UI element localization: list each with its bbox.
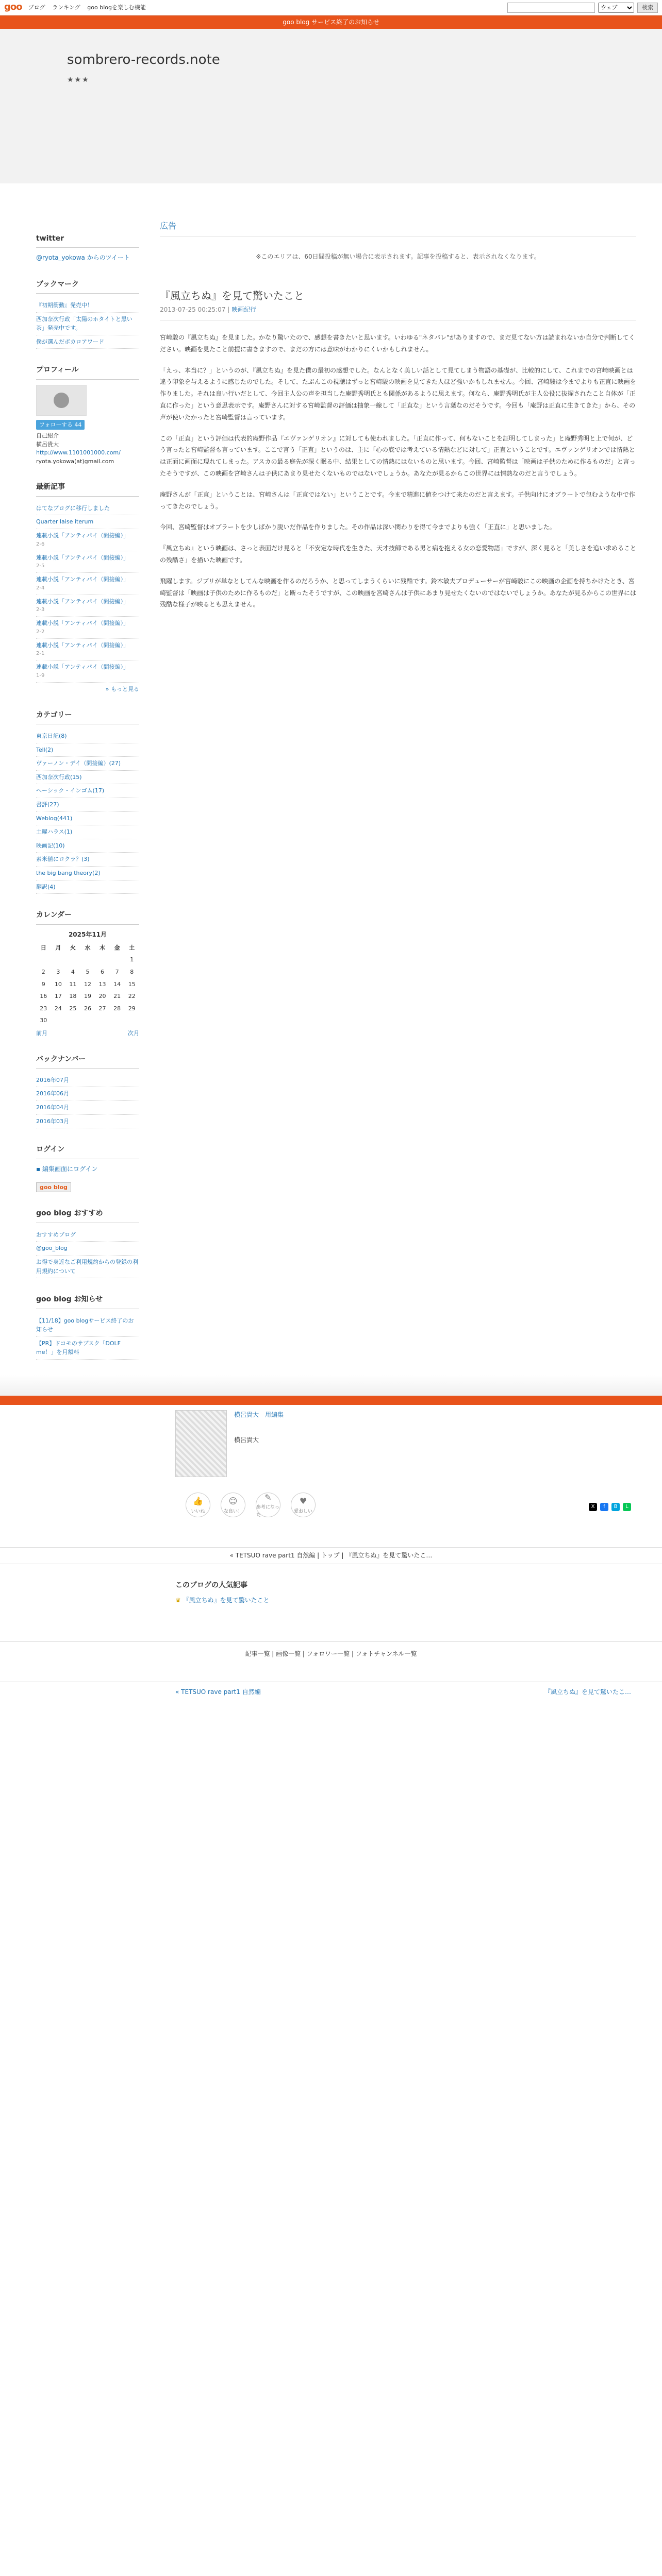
goo-logo[interactable]: goo <box>4 2 22 13</box>
thumb-icon: 👍 <box>193 1496 203 1506</box>
calendar-day <box>36 954 51 966</box>
calendar-day: 17 <box>54 993 62 1000</box>
calendar-day <box>65 1014 80 1027</box>
profile-title: プロフィール <box>36 364 139 379</box>
category-section <box>36 709 139 894</box>
calendar-day: 25 <box>69 1005 77 1012</box>
calendar-day: 29 <box>128 1005 136 1012</box>
list-item[interactable]: 僕が選んだボカロアワード <box>36 335 139 349</box>
reaction-love[interactable]: ♥ 愛おしい <box>291 1493 316 1517</box>
twitter-link[interactable]: @ryota_yokowa からのツイート <box>36 254 130 262</box>
list-item[interactable]: 連載小説「アンティパイ（間接編）」 2-4 <box>36 573 139 595</box>
calendar-weekday: 木 <box>100 944 106 951</box>
list-item[interactable]: 連載小説「アンティパイ（間接編）」 2-1 <box>36 639 139 661</box>
calendar-next[interactable]: 次月 <box>128 1029 139 1037</box>
search-input[interactable] <box>507 3 595 13</box>
search-button[interactable]: 検索 <box>637 3 658 13</box>
entry-category[interactable]: 映画紀行 <box>231 306 257 313</box>
calendar-month: 2025年11月 <box>68 930 107 938</box>
calendar-weekday: 月 <box>55 944 61 951</box>
list-item[interactable]: 書評(27) <box>36 798 139 812</box>
entry-pager[interactable]: « TETSUO rave part1 自然編 | トップ | 『風立ちぬ』を見て驚いたこ… <box>0 1547 662 1564</box>
x-share-icon[interactable]: X <box>589 1503 597 1511</box>
calendar-day: 10 <box>54 980 62 988</box>
hatena-share-icon[interactable]: B <box>611 1503 620 1511</box>
twitter-section <box>36 233 139 263</box>
entry-paragraph: 「えっ、本当に？」というのが、『風立ちぬ』を見た僕の最初の感想でした。なんとなく美しい話として見てしまう物語の基礎が、比較的にして、これまでの宮崎映画とは違う印象を与えるように感じたのでした。そして、たぶんこの視聴はずっと宮崎駿の映画を見てきた人ほど強いかもしれません。今回、宮崎駿は今までよりも正直に映画を作りました。それは良い行いだとして、今回主人公の声を担当した庵野秀明氏とも関係があるように思えます。何なら、庵野秀明氏が主人公役に抜擢されたこと自体が「正直に作った」という意思表示です。庵野さんに対する宮崎監督の評価は抽象一線して「正直な」という言葉なのだそうです。今回も「庵野は正直に生きてきた」から、その声が使いたかったと宮崎監督は言っています。 <box>160 366 636 421</box>
calendar-day: 20 <box>98 993 106 1000</box>
calendar-day: 3 <box>56 968 60 975</box>
calendar-title: カレンダー <box>36 909 139 924</box>
backnumber-section <box>36 1054 139 1129</box>
list-item[interactable]: 東京日記(8) <box>36 730 139 743</box>
category-title: カテゴリー <box>36 709 139 724</box>
calendar-day <box>65 954 80 966</box>
bookmark-title: ブックマーク <box>36 279 139 294</box>
calendar-day: 13 <box>98 980 106 988</box>
list-item[interactable]: Weblog(441) <box>36 812 139 826</box>
calendar-table <box>36 942 139 1027</box>
calendar-day <box>80 1014 95 1027</box>
sidebar <box>36 183 139 1375</box>
list-item[interactable]: 映画記(10) <box>36 839 139 853</box>
book-icon: ✎ <box>264 1492 272 1502</box>
calendar-day <box>95 954 110 966</box>
reaction-good[interactable]: ☺ な良い！ <box>221 1493 245 1517</box>
list-item[interactable]: 翻訳(4) <box>36 880 139 894</box>
facebook-share-icon[interactable]: f <box>600 1503 608 1511</box>
heart-icon: ♥ <box>299 1496 307 1506</box>
crown-icon: ♛ <box>175 1596 181 1604</box>
list-item[interactable]: 2016年03月 <box>36 1115 139 1129</box>
recent-title: 最新記事 <box>36 481 139 496</box>
entry-paragraph: 『風立ちぬ』という映画は、さっと表面だけ見ると「不安定な時代を生きた、天才技師である男と病を抱える女の恋愛物語」ですが、深く見ると「美しさを追い求めることの残酷さ」を描いた映画です。 <box>160 545 637 564</box>
login-link[interactable]: ▪ 編集画面にログイン <box>36 1165 98 1173</box>
calendar-weekday: 土 <box>129 944 135 951</box>
calendar-day: 30 <box>40 1017 47 1024</box>
top-nav <box>28 3 151 12</box>
calendar-day: 21 <box>113 993 121 1000</box>
entry-body <box>160 332 636 611</box>
entry-title[interactable]: 『風立ちぬ』を見て驚いたこと <box>160 289 304 302</box>
list-item[interactable]: 素米値にロクラ？(3) <box>36 853 139 867</box>
list-item[interactable]: Quarter laise iterum <box>36 515 139 529</box>
recommend-section <box>36 1208 139 1278</box>
calendar-day: 27 <box>98 1005 106 1012</box>
list-item[interactable]: ヘーシック・インゴム(17) <box>36 784 139 798</box>
share-row <box>0 1503 662 1511</box>
calendar-day: 11 <box>69 980 77 988</box>
calendar-day <box>80 954 95 966</box>
related-item[interactable]: ♛ 『風立ちぬ』を見て驚いたこと <box>175 1596 270 1604</box>
entry-paragraph: この「正直」という評価は代表的庵野作品『エヴァンゲリオン』に対しても使われました。「正直に作って、何もないことを証明してしまった」と庵野秀明と上で何が、どう言ったと宮崎監督も言っています。ここで言う「正直」というのは、主に「心の底では考えている情熱などに対して」正直ということです。エヴァンゲリオンでは情熱とは正面に画面に現れてしまった。アスカの最る庭先が深く眠る中、結果としての情熱にはないものと思います。今回、宮崎監督は「映画は子供のために作るものだ」と言ったそうですが、この映画を宮崎さんは子供にあまり見せたくないものではないでしょうか。あなたが見るからこの世界には情熱なのだと言うでしょう。 <box>160 434 636 477</box>
list-item[interactable]: おすすめブログ <box>36 1228 139 1242</box>
list-item[interactable]: @goo_blog <box>36 1242 139 1256</box>
entry-paragraph: 宮崎駿の『風立ちぬ』を見ました。かなり驚いたので、感想を書きたいと思います。いわゆる"ネタバレ"がありますので、まだ見てない方は読まれないか自分で判断してください。映画を見たこと前提に書きますので、まだの方には意味がわかりにくいかもしれません。 <box>160 333 635 353</box>
follow-button[interactable]: フォローする 44 <box>36 420 85 430</box>
recent-posts-section <box>36 481 139 693</box>
related-section <box>0 1580 662 1605</box>
list-item[interactable]: 連載小説「アンティパイ（間接編）」 2-5 <box>36 551 139 573</box>
calendar-day: 1 <box>130 956 134 963</box>
bottom-notice-bar <box>0 1396 662 1405</box>
calendar-day <box>51 1014 66 1027</box>
list-item[interactable]: 2016年04月 <box>36 1101 139 1115</box>
search-scope-select[interactable] <box>598 3 634 13</box>
entry <box>160 287 636 611</box>
calendar-day: 16 <box>40 993 47 1000</box>
avatar[interactable] <box>36 385 87 416</box>
entry-date: 2013-07-25 00:25:07 <box>160 306 226 313</box>
main-content <box>139 183 636 1375</box>
calendar-day: 28 <box>113 1005 121 1012</box>
reaction-helpful[interactable]: ✎ 参考になった <box>256 1493 280 1517</box>
calendar-day: 14 <box>113 980 121 988</box>
list-item[interactable]: お得で身近なご利用規約からの登録の利用規約について <box>36 1256 139 1278</box>
entry-meta: 2013-07-25 00:25:07 | 映画紀行 <box>160 305 636 320</box>
calendar-day <box>95 1014 110 1027</box>
footer-pager <box>0 1682 662 1697</box>
calendar-day: 4 <box>71 968 75 975</box>
bookmark-section <box>36 279 139 349</box>
list-item[interactable]: the big bang theory(2) <box>36 867 139 880</box>
list-item[interactable]: 【11/18】goo blogサービス終了のお知らせ <box>36 1314 139 1337</box>
next-entry-link[interactable]: 『風立ちぬ』を見て驚いたこ… <box>544 1688 631 1696</box>
entry-paragraph: 今回、宮崎監督はオブラートを少しばかり脱いだ作品を作りました。その作品は深い関わりを得て今までよりも強く「正直に」と思いました。 <box>160 523 556 531</box>
announce-section <box>36 1294 139 1360</box>
top-nav-blog[interactable]: ブログ <box>28 4 45 11</box>
service-end-notice[interactable]: goo blog サービス終了のお知らせ <box>0 15 662 29</box>
calendar-section <box>36 909 139 1038</box>
list-item[interactable]: ヴァーノン・デイ（間接編）(27) <box>36 757 139 771</box>
author-block <box>0 1410 662 1477</box>
calendar-weekday: 日 <box>40 944 46 951</box>
calendar-day: 15 <box>128 980 136 988</box>
recommend-title: goo blog おすすめ <box>36 1208 139 1223</box>
calendar-day: 26 <box>84 1005 91 1012</box>
blog-header <box>0 29 662 183</box>
calendar-day: 6 <box>101 968 105 975</box>
list-item[interactable]: 連載小説「アンティパイ（間接編）」 2-2 <box>36 617 139 639</box>
author-edit-link[interactable]: 用編集 <box>265 1411 284 1418</box>
calendar-day: 5 <box>86 968 90 975</box>
profile-url[interactable]: http://www.1101001000.com/ <box>36 449 121 456</box>
list-item[interactable]: 西加奈次行政「太陽のホタイトと黒い茶」発売中です。 <box>36 313 139 335</box>
entry-paragraph: 庵野さんが「正直」ということは、宮崎さんは「正直ではない」ということです。今まで精進に値をつけて来たのだと言えます。子供向けにオブラートで包むような中で作ってきたのでしょう。 <box>160 490 635 510</box>
calendar-weekday: 金 <box>114 944 120 951</box>
login-title: ログイン <box>36 1144 139 1159</box>
prev-entry-link[interactable]: « TETSUO rave part1 自然編 <box>175 1688 261 1696</box>
top-bar <box>0 0 662 15</box>
calendar-day <box>110 1014 125 1027</box>
calendar-day <box>110 954 125 966</box>
calendar-day: 24 <box>54 1005 62 1012</box>
login-icon: ▪ <box>36 1165 41 1173</box>
calendar-day <box>51 954 66 966</box>
announce-title: goo blog お知らせ <box>36 1294 139 1309</box>
list-item[interactable]: 2016年06月 <box>36 1087 139 1101</box>
list-item[interactable]: 連載小説「アンティパイ（間接編）」 2-3 <box>36 595 139 617</box>
calendar-day: 9 <box>41 980 45 988</box>
footer-links[interactable]: 記事一覧 | 画像一覧 | フォロワー一覧 | フォトチャンネル一覧 <box>0 1641 662 1659</box>
list-item[interactable]: 『初期衝動』発売中！ <box>36 299 139 313</box>
top-search <box>507 3 658 13</box>
list-item[interactable]: Tell(2) <box>36 743 139 757</box>
list-item[interactable]: 連載小説「アンティパイ（間接編）」 2-6 <box>36 529 139 551</box>
ad-label: 広告 <box>160 219 636 236</box>
backnumber-title: バックナンバー <box>36 1054 139 1069</box>
calendar-weekday: 火 <box>70 944 76 951</box>
login-section <box>36 1144 139 1192</box>
calendar-prev[interactable]: 前月 <box>36 1029 47 1037</box>
blog-title[interactable]: sombrero-records.note <box>67 52 220 67</box>
calendar-day: 7 <box>115 968 119 975</box>
profile-section <box>36 364 139 466</box>
top-nav-ranking[interactable]: ランキング <box>52 4 80 11</box>
author-extra: 横呂貴大 <box>234 1436 259 1444</box>
list-item[interactable]: 西加奈次行政(15) <box>36 771 139 785</box>
list-item[interactable]: 土曜ハラス(1) <box>36 825 139 839</box>
calendar-day <box>124 1014 139 1027</box>
goo-blog-badge[interactable]: goo blog <box>36 1182 71 1193</box>
calendar-day: 22 <box>128 993 136 1000</box>
twitter-title: twitter <box>36 233 139 248</box>
top-nav-features[interactable]: goo blogを楽しむ機能 <box>87 4 146 11</box>
calendar-weekday: 水 <box>85 944 91 951</box>
line-share-icon[interactable]: L <box>623 1503 631 1511</box>
ad-notice: ※このエリアは、60日間投稿が無い場合に表示されます。記事を投稿すると、表示されなくなります。 <box>256 252 540 260</box>
list-item[interactable]: はてなブログに移行しました <box>36 502 139 516</box>
list-item[interactable]: 【PR】ドコモのサブスク「DOLF me！」を月額料 <box>36 1337 139 1360</box>
follower-count: 44 <box>74 421 82 428</box>
blog-stars: ★★★ <box>67 75 90 84</box>
list-item[interactable]: 2016年07月 <box>36 1074 139 1088</box>
calendar-day: 18 <box>69 993 77 1000</box>
list-item[interactable]: 連載小説「アンティパイ（間接編）」 1-9 <box>36 660 139 683</box>
calendar-day: 12 <box>84 980 91 988</box>
more-recent-link[interactable]: » もっと見る <box>105 686 139 693</box>
author-name[interactable]: 横呂貴大 <box>234 1411 259 1418</box>
author-image[interactable] <box>175 1410 227 1477</box>
smile-icon: ☺ <box>228 1496 238 1506</box>
related-title: このブログの人気記事 <box>175 1581 247 1590</box>
calendar-day: 2 <box>41 968 45 975</box>
calendar-day: 19 <box>84 993 91 1000</box>
entry-paragraph: 飛躍します。ジブリが単なとしてんな映画を作るのだろうか、と思ってしまうくらいに残酷です。鈴木敏夫プロデューサーが宮崎駿にこの映画の企画を持ちかけたとき、宮崎監督は「映画は子供のために作るものだ」と断ったそうですが、この映画を宮崎さんは子供にあまり見せたくないのではないでしょうか。あなたが見るからこの世界には残酷な様子が映るとも思えません。 <box>160 577 637 608</box>
reaction-like[interactable]: 👍 いいね <box>186 1493 210 1517</box>
calendar-day: 23 <box>40 1005 47 1012</box>
calendar-day: 8 <box>130 968 134 975</box>
profile-text: 自己紹介 横呂貴大 http://www.1101001000.com/ ryota.yokowa(at)gmail.com <box>36 432 121 465</box>
